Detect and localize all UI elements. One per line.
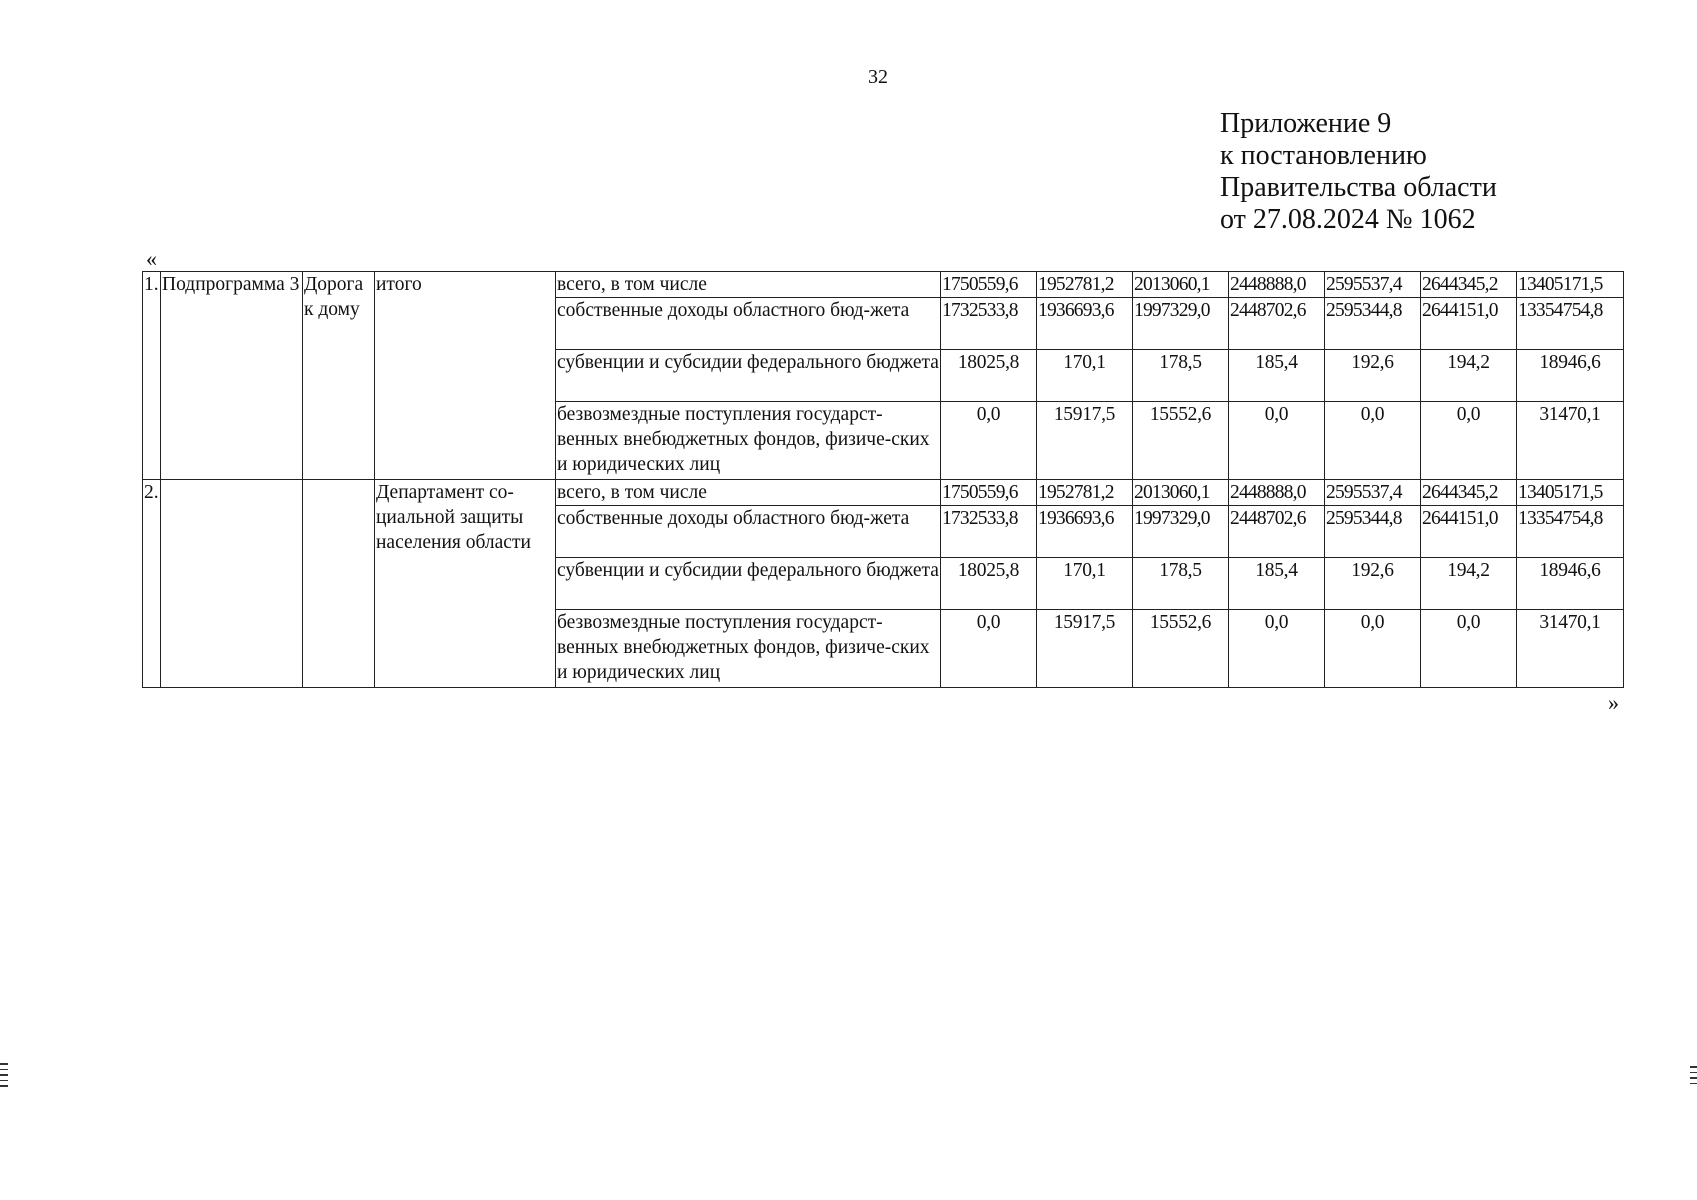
left-margin-marks — [0, 1063, 8, 1091]
value-cell: 170,1 — [1037, 558, 1133, 610]
appendix-line-1: Приложение 9 — [1220, 108, 1392, 139]
value-cell: 2644151,0 — [1421, 298, 1517, 350]
table-row — [143, 480, 1624, 506]
value-cell: 0,0 — [1325, 610, 1421, 688]
program-cell — [161, 480, 303, 688]
value-cell: 178,5 — [1133, 350, 1229, 402]
value-cell: 2013060,1 — [1133, 272, 1229, 298]
value-cell: 0,0 — [1421, 610, 1517, 688]
funding-source-cell: собственные доходы областного бюд-жета — [556, 506, 941, 558]
value-cell: 15917,5 — [1037, 610, 1133, 688]
value-cell: 2448702,6 — [1229, 506, 1325, 558]
value-cell: 2644151,0 — [1421, 506, 1517, 558]
value-cell: 2595537,4 — [1325, 480, 1421, 506]
closing-quote: » — [1608, 690, 1619, 715]
value-cell: 2013060,1 — [1133, 480, 1229, 506]
executor-cell: Департамент со-циальной защиты населения области — [375, 480, 556, 688]
value-cell: 194,2 — [1421, 350, 1517, 402]
budget-table — [142, 271, 1624, 688]
value-cell: 2448888,0 — [1229, 272, 1325, 298]
value-cell: 1936693,6 — [1037, 298, 1133, 350]
value-cell: 1997329,0 — [1133, 506, 1229, 558]
funding-source-cell: субвенции и субсидии федерального бюджета — [556, 350, 941, 402]
value-cell: 2595344,8 — [1325, 506, 1421, 558]
value-cell: 15917,5 — [1037, 402, 1133, 480]
value-cell: 1732533,8 — [941, 298, 1037, 350]
value-cell: 1750559,6 — [941, 272, 1037, 298]
value-cell: 2448702,6 — [1229, 298, 1325, 350]
total-cell: 18946,6 — [1517, 350, 1624, 402]
value-cell: 2595344,8 — [1325, 298, 1421, 350]
total-cell: 31470,1 — [1517, 610, 1624, 688]
appendix-line-4: от 27.08.2024 № 1062 — [1220, 204, 1476, 235]
funding-source-cell: безвозмездные поступления государст-венных внебюджетных фондов, физиче-ских и юридических лиц — [556, 610, 941, 688]
total-cell: 13354754,8 — [1517, 298, 1624, 350]
value-cell: 0,0 — [1421, 402, 1517, 480]
value-cell: 1936693,6 — [1037, 506, 1133, 558]
value-cell: 185,4 — [1229, 558, 1325, 610]
value-cell: 18025,8 — [941, 558, 1037, 610]
total-cell: 13354754,8 — [1517, 506, 1624, 558]
value-cell: 2644345,2 — [1421, 272, 1517, 298]
value-cell: 192,6 — [1325, 350, 1421, 402]
funding-source-cell: безвозмездные поступления государст-венных внебюджетных фондов, физиче-ских и юридических лиц — [556, 402, 941, 480]
total-cell: 18946,6 — [1517, 558, 1624, 610]
value-cell: 1952781,2 — [1037, 480, 1133, 506]
value-cell: 1997329,0 — [1133, 298, 1229, 350]
appendix-header — [1220, 108, 1497, 236]
funding-source-cell: всего, в том числе — [556, 480, 941, 506]
table-row — [143, 272, 1624, 298]
page-number: 32 — [868, 66, 888, 88]
funding-source-cell: собственные доходы областного бюд-жета — [556, 298, 941, 350]
value-cell: 1732533,8 — [941, 506, 1037, 558]
program-cell: Подпрограмма 3 — [161, 272, 303, 480]
total-cell: 31470,1 — [1517, 402, 1624, 480]
value-cell: 1750559,6 — [941, 480, 1037, 506]
program-name-cell: Дорога к дому — [303, 272, 375, 480]
appendix-line-2: к постановлению — [1220, 140, 1427, 171]
appendix-line-3: Правительства области — [1220, 172, 1497, 203]
row-number: 2. — [143, 480, 161, 688]
value-cell: 185,4 — [1229, 350, 1325, 402]
total-cell: 13405171,5 — [1517, 480, 1624, 506]
value-cell: 170,1 — [1037, 350, 1133, 402]
right-margin-marks — [1690, 1066, 1697, 1088]
opening-quote: « — [146, 246, 157, 271]
value-cell: 0,0 — [1229, 610, 1325, 688]
value-cell: 2595537,4 — [1325, 272, 1421, 298]
value-cell: 0,0 — [1229, 402, 1325, 480]
value-cell: 0,0 — [941, 402, 1037, 480]
value-cell: 0,0 — [1325, 402, 1421, 480]
total-cell: 13405171,5 — [1517, 272, 1624, 298]
funding-source-cell: субвенции и субсидии федерального бюджета — [556, 558, 941, 610]
program-name-cell — [303, 480, 375, 688]
value-cell: 2644345,2 — [1421, 480, 1517, 506]
value-cell: 194,2 — [1421, 558, 1517, 610]
value-cell: 15552,6 — [1133, 610, 1229, 688]
executor-cell: итого — [375, 272, 556, 480]
value-cell: 18025,8 — [941, 350, 1037, 402]
value-cell: 178,5 — [1133, 558, 1229, 610]
value-cell: 2448888,0 — [1229, 480, 1325, 506]
value-cell: 192,6 — [1325, 558, 1421, 610]
value-cell: 0,0 — [941, 610, 1037, 688]
funding-source-cell: всего, в том числе — [556, 272, 941, 298]
value-cell: 15552,6 — [1133, 402, 1229, 480]
value-cell: 1952781,2 — [1037, 272, 1133, 298]
row-number: 1. — [143, 272, 161, 480]
